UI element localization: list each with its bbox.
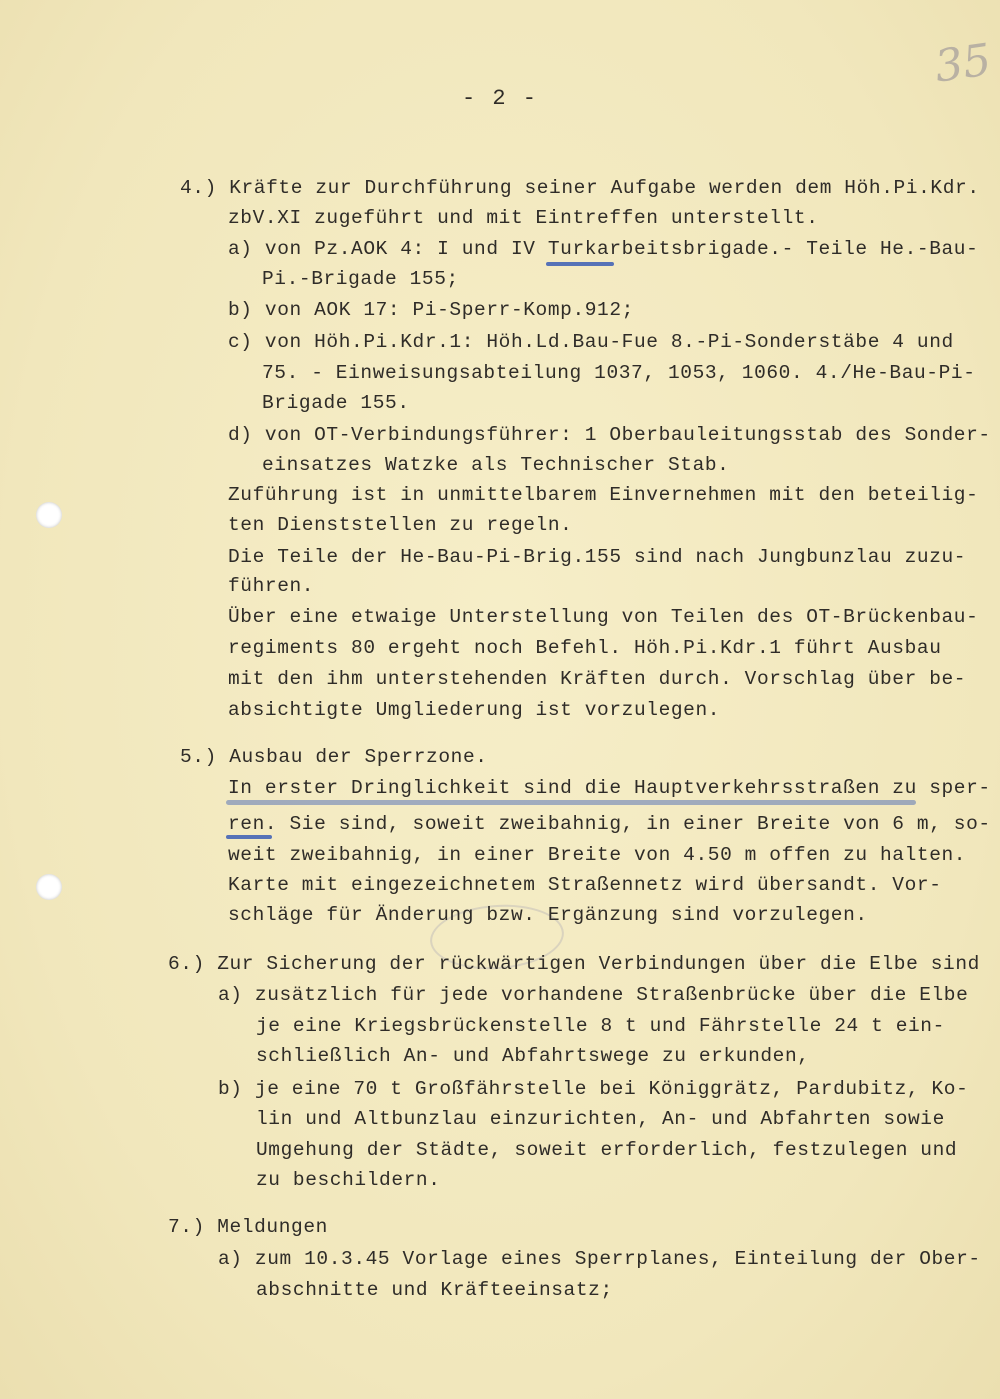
text-line: schließlich An- und Abfahrtswege zu erkunden,: [256, 1045, 810, 1067]
text-line: lin und Altbunzlau einzurichten, An- und Abfahrten sowie: [256, 1108, 945, 1130]
page-number: - 2 -: [462, 86, 539, 111]
text-line: 4.) Kräfte zur Durchführung seiner Aufgabe werden dem Höh.Pi.Kdr.: [180, 177, 980, 199]
blue-pencil-underline: [226, 835, 272, 839]
text-line: a) zum 10.3.45 Vorlage eines Sperrplanes, Einteilung der Ober-: [218, 1248, 981, 1270]
text-line: c) von Höh.Pi.Kdr.1: Höh.Ld.Bau-Fue 8.-Pi-Sonderstäbe 4 und: [228, 331, 954, 353]
text-line: ren. Sie sind, soweit zweibahnig, in einer Breite von 6 m, so-: [228, 813, 991, 835]
text-line: Zuführung ist in unmittelbarem Einvernehmen mit den beteilig-: [228, 484, 979, 506]
text-line: weit zweibahnig, in einer Breite von 4.50 m offen zu halten.: [228, 844, 967, 866]
text-line: Umgehung der Städte, soweit erforderlich, festzulegen und: [256, 1139, 958, 1161]
text-line: abschnitte und Kräfteeinsatz;: [256, 1279, 613, 1301]
text-line: schläge für Änderung bzw. Ergänzung sind vorzulegen.: [228, 904, 868, 926]
text-line: zbV.XI zugeführt und mit Eintreffen unterstellt.: [228, 207, 819, 229]
section-heading: 5.) Ausbau der Sperrzone.: [180, 746, 488, 768]
text-line: Über eine etwaige Unterstellung von Teilen des OT-Brückenbau-: [228, 606, 979, 628]
faded-stamp-mark: ​: [428, 900, 566, 973]
text-line: führen.: [228, 575, 315, 597]
text-line: ten Dienststellen zu regeln.: [228, 514, 573, 536]
text-line: zu beschildern.: [256, 1169, 441, 1191]
text-line: absichtigte Umgliederung ist vorzulegen.: [228, 699, 721, 721]
text-line: Die Teile der He-Bau-Pi-Brig.155 sind nach Jungbunzlau zuzu-: [228, 546, 967, 568]
text-line: regiments 80 ergeht noch Befehl. Höh.Pi.Kdr.1 führt Ausbau: [228, 637, 942, 659]
text-line: mit den ihm unterstehenden Kräften durch. Vorschlag über be-: [228, 668, 967, 690]
text-line: a) zusätzlich für jede vorhandene Straßenbrücke über die Elbe: [218, 984, 969, 1006]
text-line: d) von OT-Verbindungsführer: 1 Oberbauleitungsstab des Sonder-: [228, 424, 991, 446]
text-line: a) von Pz.AOK 4: I und IV Turkarbeitsbrigade.- Teile He.-Bau-: [228, 238, 979, 260]
handwritten-folio-number: 35: [931, 34, 995, 93]
section-heading: 7.) Meldungen: [168, 1216, 328, 1238]
text-line: Karte mit eingezeichnetem Straßennetz wird übersandt. Vor-: [228, 874, 942, 896]
blue-pencil-underline: [226, 800, 916, 805]
text-line: In erster Dringlichkeit sind die Hauptverkehrsstraßen zu sper-: [228, 777, 991, 799]
text-line: je eine Kriegsbrückenstelle 8 t und Fährstelle 24 t ein-: [256, 1015, 945, 1037]
text-line: b) je eine 70 t Großfährstelle bei Königgrätz, Pardubitz, Ko-: [218, 1078, 969, 1100]
text-line: b) von AOK 17: Pi-Sperr-Komp.912;: [228, 299, 634, 321]
text-line: Pi.-Brigade 155;: [262, 268, 459, 290]
blue-pencil-underline: [546, 262, 614, 266]
text-line: einsatzes Watzke als Technischer Stab.: [262, 454, 730, 476]
punch-hole-lower: [36, 874, 62, 900]
text-line: Brigade 155.: [262, 392, 410, 414]
text-line: 75. - Einweisungsabteilung 1037, 1053, 1060. 4./He-Bau-Pi-: [262, 362, 976, 384]
punch-hole-upper: [36, 502, 62, 528]
section-heading: 6.) Zur Sicherung der rückwärtigen Verbindungen über die Elbe sind: [168, 953, 980, 975]
